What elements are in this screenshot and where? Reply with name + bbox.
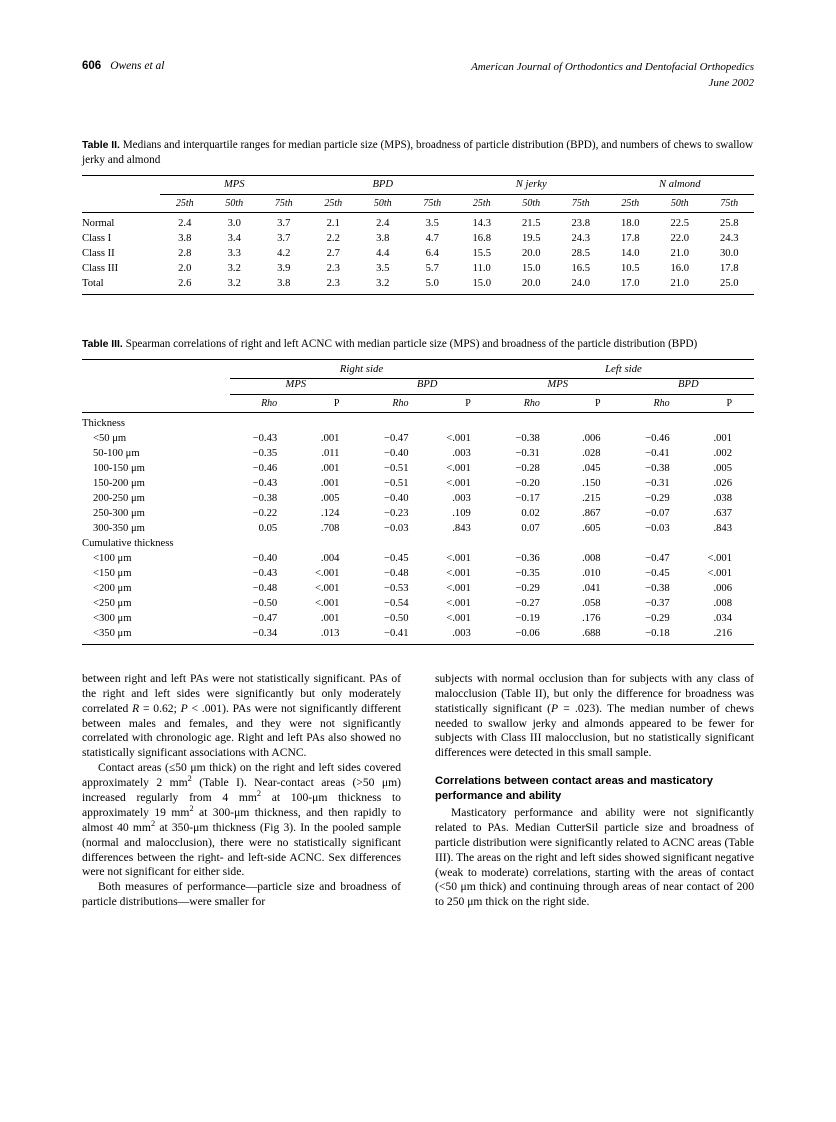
row-label: <50 μm — [93, 432, 127, 444]
subheader-rho: Rho — [523, 397, 540, 409]
paragraph: Masticatory performance and ability were not significantly related to PAs. Median CutterSil particle size and broadness of particle distribution were significantly related to ACNC areas (Table III). The areas on the right and left sides showed significant negative (weak to moderate) correlations, starting with the areas of contact (<50 μm thick) and continuing through areas of near contact of 200 to 250 μm thick on the right side. — [435, 806, 754, 909]
cell: <.001 — [707, 567, 732, 579]
cell: −0.27 — [515, 597, 540, 609]
cell: −0.40 — [384, 447, 409, 459]
cell: 15.5 — [472, 247, 492, 259]
cell: .003 — [452, 627, 471, 639]
subheader-rho: Rho — [392, 397, 409, 409]
cell: .605 — [582, 522, 601, 534]
cell: .008 — [582, 552, 601, 564]
cell: .026 — [713, 477, 732, 489]
cell: .008 — [713, 597, 732, 609]
subheader-bpd-25: 25th — [324, 197, 343, 209]
table-2-caption-text: Medians and interquartile ranges for median particle size (MPS), broadness of particle distribution (BPD), and numbers of chews to swallow jerky and almond — [82, 138, 754, 166]
cell: .216 — [713, 627, 732, 639]
cell: <.001 — [314, 597, 340, 609]
cell: −0.06 — [515, 627, 540, 639]
subheader-mps-75: 75th — [274, 197, 293, 209]
row-label: <300 μm — [93, 612, 132, 624]
cell: −0.47 — [384, 432, 409, 444]
cell: .038 — [713, 492, 732, 504]
cell: −0.53 — [384, 582, 409, 594]
group-header-njerky: N jerky — [515, 178, 547, 190]
cell: 2.3 — [326, 277, 340, 289]
table-3-caption-text: Spearman correlations of right and left ACNC with median particle size (MPS) and broadness of the particle distribution (BPD) — [125, 337, 698, 350]
table-row — [82, 429, 754, 444]
cell: .708 — [320, 522, 340, 534]
cell: −0.51 — [384, 477, 409, 489]
cell: −0.46 — [645, 432, 670, 444]
cell: .002 — [713, 447, 732, 459]
cell: .006 — [582, 432, 601, 444]
subheader-bpd-50: 50th — [373, 197, 392, 209]
cell: <.001 — [446, 612, 471, 624]
table-row — [82, 244, 754, 259]
cell: <.001 — [446, 462, 471, 474]
table-2-label: Table II. — [82, 139, 120, 151]
table-row — [82, 609, 754, 624]
cell: 3.8 — [277, 277, 291, 289]
cell: −0.41 — [645, 447, 670, 459]
cell: −0.19 — [515, 612, 540, 624]
cell: <.001 — [314, 582, 340, 594]
table-3 — [82, 359, 754, 645]
cell: .001 — [320, 462, 340, 474]
row-label: <250 μm — [93, 597, 132, 609]
cell: 14.0 — [620, 247, 640, 259]
table-row — [82, 564, 754, 579]
subheader-nalmond-50: 50th — [670, 197, 689, 209]
table-row — [82, 579, 754, 594]
cell: 4.4 — [376, 247, 390, 259]
cell: .124 — [320, 507, 340, 519]
table-section-row — [82, 534, 754, 549]
cell: 0.07 — [521, 522, 540, 534]
cell: .045 — [582, 462, 601, 474]
table-row — [82, 229, 754, 244]
cell: −0.40 — [252, 552, 278, 564]
cell: .688 — [582, 627, 601, 639]
cell: −0.34 — [252, 627, 278, 639]
row-label-total: Total — [82, 277, 104, 289]
table-row — [82, 444, 754, 459]
measure-header-left-mps: MPS — [547, 378, 568, 390]
cell: −0.46 — [252, 462, 278, 474]
cell: .001 — [320, 432, 340, 444]
cell: 21.5 — [521, 217, 541, 229]
subheader-njerky-75: 75th — [571, 197, 590, 209]
cell: −0.35 — [515, 567, 540, 579]
cell: −0.22 — [252, 507, 278, 519]
cell: −0.03 — [384, 522, 409, 534]
cell: −0.54 — [384, 597, 409, 609]
cell: −0.47 — [252, 612, 278, 624]
cell: 15.0 — [521, 262, 541, 274]
group-header-mps: MPS — [223, 178, 245, 190]
cell: 2.0 — [178, 262, 192, 274]
cell: 5.0 — [425, 277, 439, 289]
table-3-subheader-row — [82, 395, 754, 412]
cell: .843 — [452, 522, 471, 534]
cell: 3.7 — [277, 217, 291, 229]
table-row — [82, 274, 754, 294]
issue-date: June 2002 — [708, 76, 754, 89]
page-content — [82, 60, 754, 910]
cell: 0.02 — [521, 507, 540, 519]
cell: .013 — [320, 627, 340, 639]
subheader-njerky-25: 25th — [472, 197, 491, 209]
measure-header-right-bpd: BPD — [416, 378, 438, 390]
cell: 17.0 — [620, 277, 640, 289]
cell: −0.38 — [252, 492, 278, 504]
side-header-left: Left side — [604, 362, 642, 375]
cell: 3.8 — [376, 232, 390, 244]
table-3-label: Table III. — [82, 338, 123, 350]
subheader-mps-25: 25th — [175, 197, 194, 209]
cell: 23.8 — [571, 217, 591, 229]
table-2-subheader-row — [82, 195, 754, 212]
side-header-right: Right side — [339, 362, 384, 375]
body-columns — [82, 672, 754, 910]
cell: <.001 — [446, 477, 471, 489]
row-label: 100-150 μm — [93, 462, 145, 474]
table-2-group-header-row — [82, 179, 754, 191]
cell: .034 — [713, 612, 732, 624]
table-row — [82, 459, 754, 474]
cell: .001 — [713, 432, 732, 444]
running-head-left — [82, 60, 165, 72]
cell: 3.4 — [227, 232, 241, 244]
cell: −0.43 — [252, 567, 278, 579]
page-number: 606 — [82, 60, 102, 72]
cell: −0.03 — [645, 522, 670, 534]
cell: 2.7 — [326, 247, 340, 259]
subheader-mps-50: 50th — [225, 197, 244, 209]
running-head-author: Owens et al — [110, 60, 165, 72]
cell: 3.5 — [376, 262, 390, 274]
paragraph: between right and left PAs were not statistically significant. PAs of the right and left sides were significantly but only moderately correlated R = 0.62; P < .001). PAs were not significantly different between males and females, and they were not significantly correlated with chronologic age. Right and left PAs also showed no statistically significant associations with ACNC. — [82, 671, 401, 760]
row-label-class-i: Class I — [82, 232, 112, 244]
cell: .003 — [452, 492, 471, 504]
cell: 4.2 — [277, 247, 291, 259]
cell: −0.48 — [252, 582, 278, 594]
cell: −0.47 — [645, 552, 670, 564]
cell: 24.0 — [571, 277, 591, 289]
cell: 3.7 — [277, 232, 291, 244]
cell: .006 — [713, 582, 732, 594]
cell: 24.3 — [719, 232, 739, 244]
cell: 3.3 — [227, 247, 241, 259]
cell: 3.2 — [376, 277, 390, 289]
cell: 18.0 — [620, 217, 640, 229]
running-head — [82, 60, 754, 92]
cell: 22.5 — [670, 217, 690, 229]
cell: −0.45 — [645, 567, 670, 579]
row-label-class-iii: Class III — [82, 262, 119, 274]
row-label: 200-250 μm — [93, 492, 145, 504]
cell: .005 — [320, 492, 340, 504]
cell: −0.18 — [645, 627, 670, 639]
subheader-bpd-75: 75th — [423, 197, 442, 209]
cell: .010 — [582, 567, 601, 579]
cell: 3.8 — [178, 232, 192, 244]
cell: −0.50 — [384, 612, 409, 624]
table-row — [82, 504, 754, 519]
cell: 30.0 — [719, 247, 739, 259]
table-2-bottom-rule — [82, 294, 754, 295]
subheader-nalmond-25: 25th — [621, 197, 640, 209]
row-label: <350 μm — [93, 627, 132, 639]
cell: .011 — [321, 447, 340, 459]
cell: 2.6 — [178, 277, 192, 289]
row-label-class-ii: Class II — [82, 247, 115, 259]
cell: <.001 — [446, 582, 471, 594]
section-label-thickness: Thickness — [82, 417, 125, 429]
cell: 3.0 — [227, 217, 241, 229]
cell: 2.3 — [326, 262, 340, 274]
table-3-side-header-row — [82, 363, 754, 375]
cell: −0.51 — [384, 462, 409, 474]
section-label-cumulative-thickness: Cumulative thickness — [82, 537, 174, 549]
table-2 — [82, 175, 754, 295]
cell: −0.36 — [515, 552, 540, 564]
cell: −0.23 — [384, 507, 409, 519]
cell: −0.41 — [384, 627, 409, 639]
cell: 16.5 — [571, 262, 591, 274]
cell: <.001 — [446, 552, 471, 564]
cell: −0.45 — [384, 552, 409, 564]
cell: .843 — [713, 522, 732, 534]
row-label: 300-350 μm — [93, 522, 145, 534]
cell: −0.40 — [384, 492, 409, 504]
table-row — [82, 474, 754, 489]
cell: .005 — [713, 462, 732, 474]
cell: 2.1 — [326, 217, 340, 229]
cell: 19.5 — [521, 232, 541, 244]
row-label-normal: Normal — [82, 217, 115, 229]
cell: 17.8 — [719, 262, 739, 274]
cell: 2.2 — [326, 232, 340, 244]
cell: 3.2 — [227, 262, 241, 274]
cell: −0.37 — [645, 597, 670, 609]
cell: .004 — [320, 552, 340, 564]
cell: 28.5 — [571, 247, 591, 259]
cell: −0.43 — [252, 477, 278, 489]
cell: 16.0 — [670, 262, 690, 274]
row-label: 50-100 μm — [93, 447, 140, 459]
paragraph: subjects with normal occlusion than for subjects with any class of malocclusion (Table II), but only the difference for broadness was statistically significant (P = .023). The median number of chews needed to swallow jerky and almonds appeared to be fewer for subjects with Class III malocclusion, but no statistically significant differences were detected in this small sample. — [435, 671, 754, 760]
cell: −0.50 — [252, 597, 278, 609]
paragraph: Both measures of performance—particle size and broadness of particle distributions—were smaller for — [82, 880, 401, 909]
group-header-bpd: BPD — [372, 178, 394, 190]
table-row — [82, 489, 754, 504]
journal-title: American Journal of Orthodontics and Dentofacial Orthopedics — [471, 61, 754, 73]
cell: 3.2 — [227, 277, 241, 289]
cell: −0.35 — [252, 447, 278, 459]
cell: 22.0 — [670, 232, 690, 244]
table-2-block — [82, 138, 754, 295]
cell: −0.38 — [645, 462, 670, 474]
cell: −0.20 — [515, 477, 540, 489]
subheader-njerky-50: 50th — [522, 197, 541, 209]
cell: 3.9 — [277, 262, 291, 274]
cell: 5.7 — [425, 262, 439, 274]
cell: −0.43 — [252, 432, 278, 444]
cell: 11.0 — [472, 262, 491, 274]
cell: .176 — [582, 612, 601, 624]
section-heading: Correlations between contact areas and masticatory performance and ability — [435, 775, 713, 803]
cell: 24.3 — [571, 232, 591, 244]
cell: <.001 — [446, 432, 471, 444]
table-3-block — [82, 337, 754, 645]
table-row — [82, 549, 754, 564]
cell: 15.0 — [472, 277, 492, 289]
cell: .637 — [713, 507, 732, 519]
table-3-measure-header-row — [82, 379, 754, 391]
cell: 3.5 — [425, 217, 439, 229]
subheader-rho: Rho — [653, 397, 670, 409]
cell: −0.29 — [645, 612, 670, 624]
running-head-right — [471, 60, 754, 92]
subheader-p: P — [333, 397, 340, 409]
subheader-p: P — [595, 397, 601, 409]
cell: 17.8 — [620, 232, 640, 244]
cell: 21.0 — [670, 247, 690, 259]
cell: .041 — [582, 582, 601, 594]
cell: −0.31 — [645, 477, 670, 489]
cell: 20.0 — [521, 277, 541, 289]
row-label: <100 μm — [93, 552, 132, 564]
measure-header-right-mps: MPS — [285, 378, 307, 390]
cell: 4.7 — [425, 232, 439, 244]
table-row — [82, 212, 754, 229]
table-row — [82, 594, 754, 609]
group-header-nalmond: N almond — [659, 178, 701, 190]
left-column — [82, 672, 401, 910]
cell: <.001 — [446, 567, 471, 579]
cell: .867 — [582, 507, 601, 519]
cell: .001 — [320, 612, 340, 624]
cell: 14.3 — [472, 217, 492, 229]
cell: .001 — [320, 477, 340, 489]
table-row — [82, 259, 754, 274]
cell: 0.05 — [258, 522, 278, 534]
right-column — [435, 672, 754, 910]
cell: −0.29 — [515, 582, 540, 594]
cell: 25.8 — [719, 217, 739, 229]
row-label: 250-300 μm — [93, 507, 145, 519]
row-label: <200 μm — [93, 582, 132, 594]
cell: 16.8 — [472, 232, 492, 244]
cell: −0.29 — [645, 492, 670, 504]
cell: <.001 — [446, 597, 471, 609]
cell: 20.0 — [521, 247, 541, 259]
cell: −0.31 — [515, 447, 540, 459]
measure-header-left-bpd: BPD — [678, 378, 699, 390]
cell: 25.0 — [719, 277, 739, 289]
table-3-caption — [82, 337, 754, 352]
cell: −0.28 — [515, 462, 540, 474]
cell: <.001 — [314, 567, 340, 579]
cell: 6.4 — [425, 247, 439, 259]
row-label: 150-200 μm — [93, 477, 145, 489]
cell: −0.17 — [515, 492, 540, 504]
subheader-rho: Rho — [261, 397, 278, 409]
cell: .003 — [452, 447, 471, 459]
cell: .028 — [582, 447, 601, 459]
cell: <.001 — [707, 552, 732, 564]
cell: 2.4 — [376, 217, 390, 229]
row-label: <150 μm — [93, 567, 132, 579]
cell: .058 — [582, 597, 601, 609]
cell: −0.48 — [384, 567, 409, 579]
cell: −0.07 — [645, 507, 670, 519]
cell: −0.38 — [645, 582, 670, 594]
subheader-p: P — [465, 397, 471, 409]
table-2-caption — [82, 138, 754, 168]
table-3-bottom-rule — [82, 644, 754, 645]
cell: −0.38 — [515, 432, 540, 444]
subheader-p: P — [726, 397, 732, 409]
table-row — [82, 624, 754, 644]
table-section-row — [82, 412, 754, 429]
cell: 2.4 — [178, 217, 192, 229]
cell: .109 — [452, 507, 471, 519]
cell: .150 — [582, 477, 601, 489]
cell: 21.0 — [670, 277, 690, 289]
subheader-nalmond-75: 75th — [720, 197, 739, 209]
paragraph: Contact areas (≤50 μm thick) on the right and left sides covered approximately 2 $mm^2$ (Table I). Near-contact areas (>50 μm) increased regularly from 4 $mm^2$ at 100-μm thickness to approximately 19 $mm^2$ at 300-μm thickness, and then rapidly to almost 40 $mm^2$ at 350-μm thickness (Fig 3). In the pooled sample (normal and malocclusion), there were no statistically significant differences between the right- and left-side ACNC. Sex differences were not significant for either side. — [82, 761, 402, 879]
cell: 2.8 — [178, 247, 192, 259]
cell: 10.5 — [620, 262, 640, 274]
table-row — [82, 519, 754, 534]
cell: .215 — [582, 492, 601, 504]
